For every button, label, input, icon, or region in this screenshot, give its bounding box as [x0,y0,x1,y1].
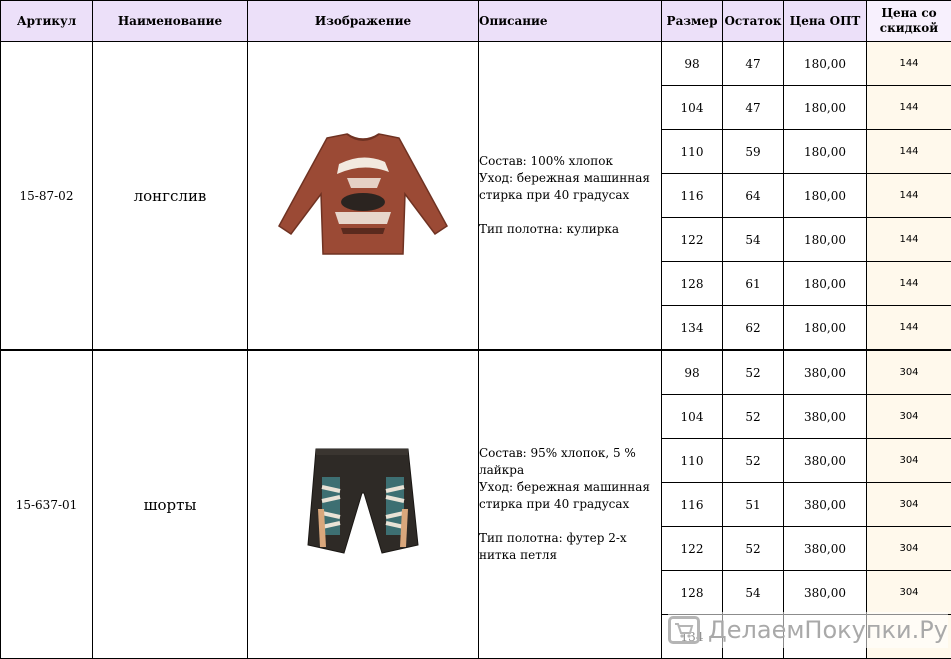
header-stock: Остаток [723,1,784,42]
header-row [1,1,951,42]
site-watermark [668,612,948,648]
header-image: Изображение [248,1,479,42]
description-cell [479,42,662,351]
product-image-cell [248,42,479,351]
description-cell [479,350,662,659]
size-cell: 110 [662,439,723,483]
description-line: Уход: бережная машинная [479,479,661,496]
description-line: Состав: 100% хлопок [479,153,661,170]
size-cell: 134 [662,306,723,351]
product-image-cell [248,350,479,659]
description-spacer [479,204,661,221]
stock-cell: 62 [723,306,784,351]
size-cell: 128 [662,262,723,306]
stock-cell: 52 [723,527,784,571]
description-line: стирка при 40 градусах [479,496,661,513]
price-cell: 180,00 [784,130,867,174]
size-cell: 128 [662,571,723,615]
article-cell: 15-637-01 [1,350,93,659]
stock-cell: 59 [723,130,784,174]
header-description: Описание [479,1,662,42]
description-line: лайкра [479,462,661,479]
header-name: Наименование [93,1,248,42]
discount-cell: 304 [867,439,951,483]
size-cell: 122 [662,218,723,262]
stock-cell: 64 [723,174,784,218]
header-size: Размер [662,1,723,42]
stock-cell: 47 [723,42,784,86]
size-cell: 110 [662,130,723,174]
size-cell: 116 [662,174,723,218]
description-line: нитка петля [479,547,661,564]
price-cell: 380,00 [784,527,867,571]
shorts-icon [306,447,420,559]
price-cell: 380,00 [784,571,867,615]
header-price-discount: Цена со скидкой [867,1,951,42]
price-cell: 380,00 [784,395,867,439]
watermark-text: ДелаемПокупки.Ру [708,616,948,644]
price-cell: 180,00 [784,218,867,262]
price-cell: 180,00 [784,42,867,86]
discount-cell: 304 [867,483,951,527]
discount-cell: 144 [867,86,951,130]
description-line: Тип полотна: кулирка [479,221,661,238]
size-cell: 122 [662,527,723,571]
price-cell: 380,00 [784,439,867,483]
header-article: Артикул [1,1,93,42]
price-cell: 180,00 [784,86,867,130]
stock-cell: 47 [723,86,784,130]
price-cell: 180,00 [784,306,867,351]
header-price-wholesale: Цена ОПТ [784,1,867,42]
discount-cell: 144 [867,42,951,86]
discount-cell: 144 [867,174,951,218]
description-line: Тип полотна: футер 2-х [479,530,661,547]
size-cell: 104 [662,395,723,439]
stock-cell: 52 [723,350,784,395]
discount-cell: 304 [867,527,951,571]
size-cell: 104 [662,86,723,130]
table-row [1,350,951,395]
size-cell: 98 [662,42,723,86]
longsleeve-shirt-icon [277,132,449,257]
description-line: стирка при 40 градусах [479,187,661,204]
article-cell: 15-87-02 [1,42,93,351]
price-cell: 180,00 [784,262,867,306]
price-cell: 380,00 [784,483,867,527]
stock-cell: 54 [723,218,784,262]
stock-cell: 54 [723,571,784,615]
name-cell: лонгслив [93,42,248,351]
table-row [1,42,951,86]
stock-cell: 51 [723,483,784,527]
description-spacer [479,513,661,530]
discount-cell: 144 [867,306,951,351]
shopping-cart-icon [668,616,700,644]
size-cell: 116 [662,483,723,527]
description-line: Уход: бережная машинная [479,170,661,187]
discount-cell: 144 [867,218,951,262]
price-cell: 380,00 [784,350,867,395]
discount-cell: 144 [867,130,951,174]
discount-cell: 304 [867,350,951,395]
size-cell: 98 [662,350,723,395]
stock-cell: 52 [723,439,784,483]
discount-cell: 304 [867,395,951,439]
name-cell: шорты [93,350,248,659]
discount-cell: 144 [867,262,951,306]
description-line: Состав: 95% хлопок, 5 % [479,445,661,462]
discount-cell: 304 [867,571,951,615]
stock-cell: 61 [723,262,784,306]
stock-cell: 52 [723,395,784,439]
price-cell: 180,00 [784,174,867,218]
